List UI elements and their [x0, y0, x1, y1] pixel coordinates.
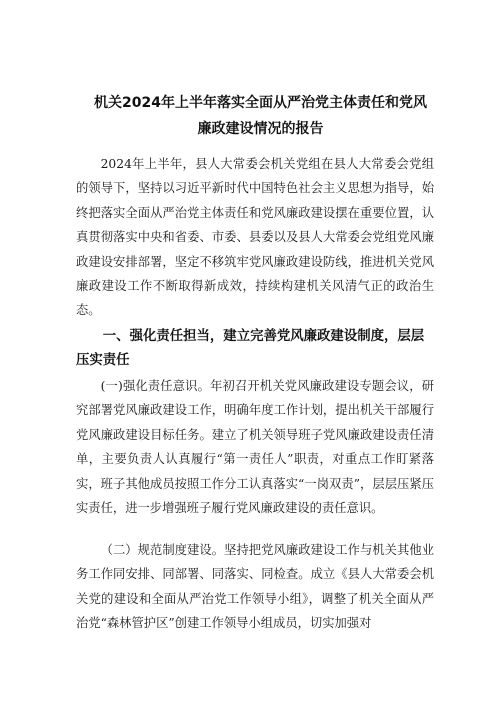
- section-heading-1: 一、强化责任担当，建立完善党风廉政建设制度，层层压实责任: [76, 329, 425, 369]
- intro-paragraph: 2024年上半年，县人大常委会机关党组在县人大常委会党组的领导下，坚持以习近平新时代中国特色社会主义思想为指导，始终把落实全面从严治党主体责任和党风廉政建设摆在重要位置，认真贯彻落实中央和省委、市委、县委以及县人大常委会党组党风廉政建设安排部署，坚定不移筑牢党风廉政建设防线，推进机关党风廉政建设工作不断取得新成效，持续构建机关风清气正的政治生态。: [76, 157, 434, 318]
- document-title: 机关2024年上半年落实全面从严治党主体责任和党风廉政建设情况的报告: [94, 95, 427, 137]
- paragraph-item-1: (一)强化责任意识。年初召开机关党风廉政建设专题会议，研究部署党风廉政建设工作，明确年度工作计划，提出机关干部履行党风廉政建设目标任务。建立了机关领导班子党风廉政建设责任清单，主要负责人认真履行“第一责任人”职责，对重点工作盯紧落实，班子其他成员按照工作分工认真落实“一岗双责”，层层压紧压实责任，进一步增强班子履行党风廉政建设的责任意识。: [76, 379, 434, 516]
- paragraph-item-2: （二）规范制度建设。坚持把党风廉政建设工作与机关其他业务工作同安排、同部署、同落实、同检查。成立《县人大常委会机关党的建设和全面从严治党工作领导小组》，调整了机关全面从严治党“森林管护区”创建工作领导小组成员，切实加强对: [76, 543, 434, 631]
